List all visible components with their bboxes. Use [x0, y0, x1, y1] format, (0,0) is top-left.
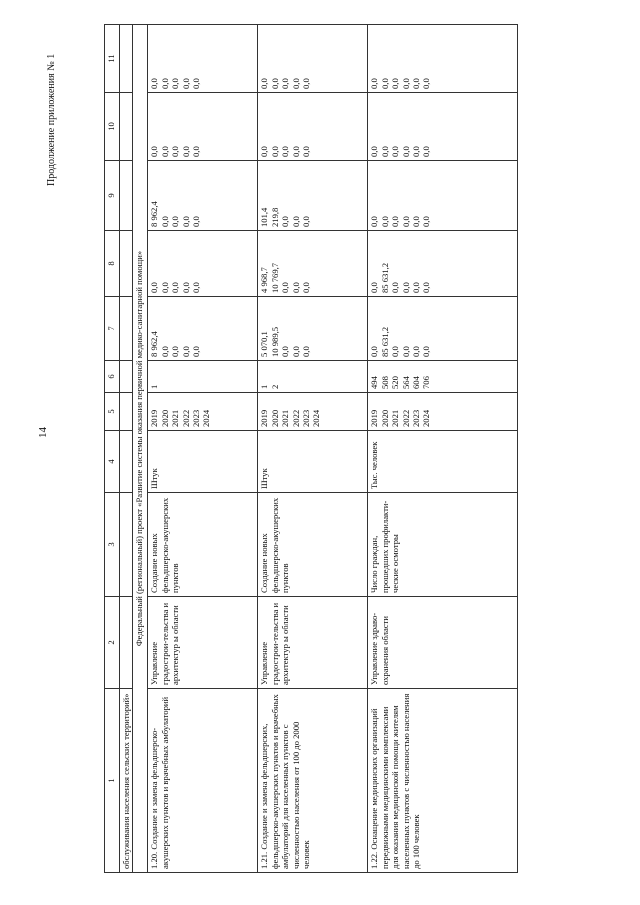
cell-value: [191, 364, 201, 389]
cell-value: 0,0: [159, 216, 170, 227]
cell-value: 219,8: [269, 207, 280, 227]
responsible-executor: Управление здраво-охранения области: [368, 597, 518, 689]
unit-of-measure: Штук: [148, 431, 258, 493]
cell-value: 1: [259, 384, 270, 389]
value-column-c7: [258, 297, 368, 361]
cell-value: 0,0: [421, 346, 432, 357]
cell-value: 0,0: [300, 282, 311, 293]
cell-value: 2022: [290, 409, 301, 427]
cell-value: 0,0: [410, 346, 421, 357]
cell-value: 0,0: [410, 146, 421, 157]
cell-value: [170, 364, 180, 389]
table-row-continued: [120, 25, 133, 873]
cell-value: 0,0: [190, 146, 201, 157]
cell-value: 0,0: [290, 78, 301, 89]
cell-value: [311, 28, 321, 89]
cell-value: 2024: [421, 409, 432, 427]
value-column-c6: [258, 361, 368, 393]
value-column-years: [148, 393, 258, 431]
value-column-c11: [148, 25, 258, 93]
cell-value: 0,0: [390, 146, 401, 157]
cell-value: 2021: [390, 409, 401, 427]
cell-value: [291, 364, 301, 389]
cell-value: 2020: [269, 409, 280, 427]
cell-value: 0,0: [180, 216, 191, 227]
responsible-executor: Управление градострои-тельства и архитектур ы области: [258, 597, 368, 689]
cell-value: 0,0: [379, 146, 390, 157]
continued-measure-text: обслуживания населения сельских территорий»: [120, 689, 133, 873]
table-row: [148, 25, 258, 873]
cell-value: 2022: [400, 409, 411, 427]
cell-value: 10 769,7: [269, 262, 280, 293]
unit-of-measure: Тыс. человек: [368, 431, 518, 493]
cell-value: 10 989,5: [269, 326, 280, 357]
cell-value: 564: [400, 376, 411, 389]
value-column-c8: [368, 231, 518, 297]
cell-value: 0,0: [280, 146, 291, 157]
value-column-c10: [258, 93, 368, 161]
cell-value: 2: [269, 384, 280, 389]
cell-value: 0,0: [159, 78, 170, 89]
measure-name: 1.20. Создание и замена фельдшерско-акушерских пунктов и врачебных амбулаторий: [148, 689, 258, 873]
cell-value: 0,0: [170, 216, 181, 227]
section-header: Федеральный (региональный) проект «Развитие системы оказания первичной медико-санитарной помощи»: [133, 25, 148, 873]
measure-name: 1.22. Оснащение медицинских организаций передвижными медицинскими комплексами для оказания медицинской помощи жителям населенных пунктов с численностью населения до 100 человек: [368, 689, 518, 873]
cell-value: 0,0: [180, 78, 191, 89]
cell-value: [181, 364, 191, 389]
cell-value: 0,0: [379, 216, 390, 227]
column-number: 2: [105, 597, 120, 689]
program-table: [104, 24, 518, 873]
cell-value: 0,0: [280, 78, 291, 89]
cell-value: 0,0: [300, 146, 311, 157]
indicator-name: Число граждан, прошедших профилакти-ческие осмотры: [368, 493, 518, 597]
cell-value: 0,0: [149, 146, 160, 157]
value-column-c8: [258, 231, 368, 297]
cell-value: [311, 96, 321, 157]
cell-value: 0,0: [421, 146, 432, 157]
unit-of-measure: Штук: [258, 431, 368, 493]
cell-value: 0,0: [390, 346, 401, 357]
cell-value: 0,0: [400, 146, 411, 157]
cell-value: 0,0: [421, 216, 432, 227]
appendix-continuation-label: Продолжение приложения № 1: [46, 53, 57, 186]
cell-value: 0,0: [269, 146, 280, 157]
cell-value: 508: [379, 376, 390, 389]
cell-value: 2024: [201, 409, 212, 427]
cell-value: [201, 364, 211, 389]
cell-value: 8 962,4: [149, 201, 160, 227]
cell-value: 0,0: [170, 346, 181, 357]
cell-value: 0,0: [259, 146, 270, 157]
cell-value: 0,0: [379, 78, 390, 89]
cell-value: 0,0: [300, 78, 311, 89]
cell-value: 520: [390, 376, 401, 389]
cell-value: [311, 164, 321, 227]
cell-value: 0,0: [421, 78, 432, 89]
cell-value: 0,0: [159, 346, 170, 357]
column-number: 1: [105, 689, 120, 873]
cell-value: 0,0: [421, 282, 432, 293]
column-number: 11: [105, 25, 120, 93]
cell-value: 0,0: [290, 346, 301, 357]
cell-value: 0,0: [369, 282, 380, 293]
cell-value: 0,0: [280, 346, 291, 357]
cell-value: 85 631,2: [379, 262, 390, 293]
cell-value: 0,0: [180, 346, 191, 357]
value-column-c10: [148, 93, 258, 161]
column-number-row: [105, 25, 120, 873]
cell-value: 2024: [311, 409, 322, 427]
value-column-c6: [148, 361, 258, 393]
cell-value: [301, 364, 311, 389]
column-number: 7: [105, 297, 120, 361]
value-column-c10: [368, 93, 518, 161]
cell-value: 0,0: [170, 282, 181, 293]
cell-value: 0,0: [400, 346, 411, 357]
cell-value: 0,0: [280, 282, 291, 293]
cell-value: 0,0: [149, 78, 160, 89]
cell-value: 2023: [410, 409, 421, 427]
table-row: [368, 25, 518, 873]
value-column-c7: [148, 297, 258, 361]
cell-value: [311, 364, 321, 389]
cell-value: [201, 164, 211, 227]
cell-value: [201, 300, 211, 357]
cell-value: 604: [410, 376, 421, 389]
cell-value: 0,0: [190, 216, 201, 227]
column-number: 10: [105, 93, 120, 161]
cell-value: 0,0: [170, 146, 181, 157]
value-column-c7: [368, 297, 518, 361]
cell-value: 0,0: [410, 78, 421, 89]
cell-value: 706: [421, 376, 432, 389]
cell-value: [201, 234, 211, 293]
cell-value: 0,0: [170, 78, 181, 89]
cell-value: 0,0: [410, 282, 421, 293]
column-number: 6: [105, 361, 120, 393]
cell-value: 2021: [170, 409, 181, 427]
cell-value: 0,0: [290, 216, 301, 227]
column-number: 5: [105, 393, 120, 431]
cell-value: [311, 300, 321, 357]
section-header-row: [133, 25, 148, 873]
column-number: 4: [105, 431, 120, 493]
cell-value: 0,0: [180, 282, 191, 293]
cell-value: [201, 28, 211, 89]
cell-value: 0,0: [149, 282, 160, 293]
cell-value: 0,0: [390, 78, 401, 89]
cell-value: 2021: [280, 409, 291, 427]
cell-value: 0,0: [390, 216, 401, 227]
cell-value: 2020: [159, 409, 170, 427]
cell-value: 0,0: [369, 346, 380, 357]
cell-value: 2023: [300, 409, 311, 427]
cell-value: 0,0: [290, 282, 301, 293]
cell-value: 0,0: [290, 146, 301, 157]
cell-value: 0,0: [159, 282, 170, 293]
cell-value: 5 070,1: [259, 331, 270, 357]
cell-value: 0,0: [369, 216, 380, 227]
cell-value: 2019: [149, 409, 160, 427]
cell-value: 0,0: [400, 282, 411, 293]
value-column-c6: [368, 361, 518, 393]
page-number: 14: [37, 427, 49, 438]
cell-value: 2019: [259, 409, 270, 427]
cell-value: 494: [369, 376, 380, 389]
rotated-table-container: [104, 25, 536, 873]
measure-name: 1.21. Создание и замена фельдшерских, фельдшерско-акушерских пунктов и врачебных амбулаторий для населенных пунктов с численностью населения от 100 до 2000 человек: [258, 689, 368, 873]
value-column-c11: [258, 25, 368, 93]
cell-value: 0,0: [159, 146, 170, 157]
cell-value: 0,0: [259, 78, 270, 89]
cell-value: 0,0: [300, 216, 311, 227]
value-column-c9: [148, 161, 258, 231]
value-column-years: [258, 393, 368, 431]
indicator-name: Создание новых фельдшерско-акушерских пунктов: [258, 493, 368, 597]
cell-value: 85 631,2: [379, 326, 390, 357]
value-column-years: [368, 393, 518, 431]
cell-value: [311, 234, 321, 293]
value-column-c11: [368, 25, 518, 93]
cell-value: 0,0: [190, 78, 201, 89]
cell-value: 2023: [190, 409, 201, 427]
table-row: [258, 25, 368, 873]
value-column-c8: [148, 231, 258, 297]
cell-value: 0,0: [269, 78, 280, 89]
cell-value: 0,0: [369, 78, 380, 89]
cell-value: 0,0: [400, 78, 411, 89]
cell-value: 1: [149, 384, 160, 389]
cell-value: 0,0: [390, 282, 401, 293]
cell-value: 8 962,4: [149, 331, 160, 357]
cell-value: [160, 364, 170, 389]
responsible-executor: Управление градострои-тельства и архитектур ы области: [148, 597, 258, 689]
value-column-c9: [368, 161, 518, 231]
column-number: 8: [105, 231, 120, 297]
cell-value: 4 968,7: [259, 267, 270, 293]
cell-value: 0,0: [300, 346, 311, 357]
cell-value: 0,0: [190, 282, 201, 293]
cell-value: [280, 364, 290, 389]
cell-value: [201, 96, 211, 157]
cell-value: 2019: [369, 409, 380, 427]
cell-value: 101,4: [259, 207, 270, 227]
cell-value: 2022: [180, 409, 191, 427]
cell-value: 0,0: [369, 146, 380, 157]
column-number: 3: [105, 493, 120, 597]
cell-value: 2020: [379, 409, 390, 427]
cell-value: 0,0: [190, 346, 201, 357]
cell-value: 0,0: [180, 146, 191, 157]
cell-value: 0,0: [280, 216, 291, 227]
value-column-c9: [258, 161, 368, 231]
cell-value: 0,0: [400, 216, 411, 227]
column-number: 9: [105, 161, 120, 231]
indicator-name: Создание новых фельдшерско-акушерских пунктов: [148, 493, 258, 597]
cell-value: 0,0: [410, 216, 421, 227]
